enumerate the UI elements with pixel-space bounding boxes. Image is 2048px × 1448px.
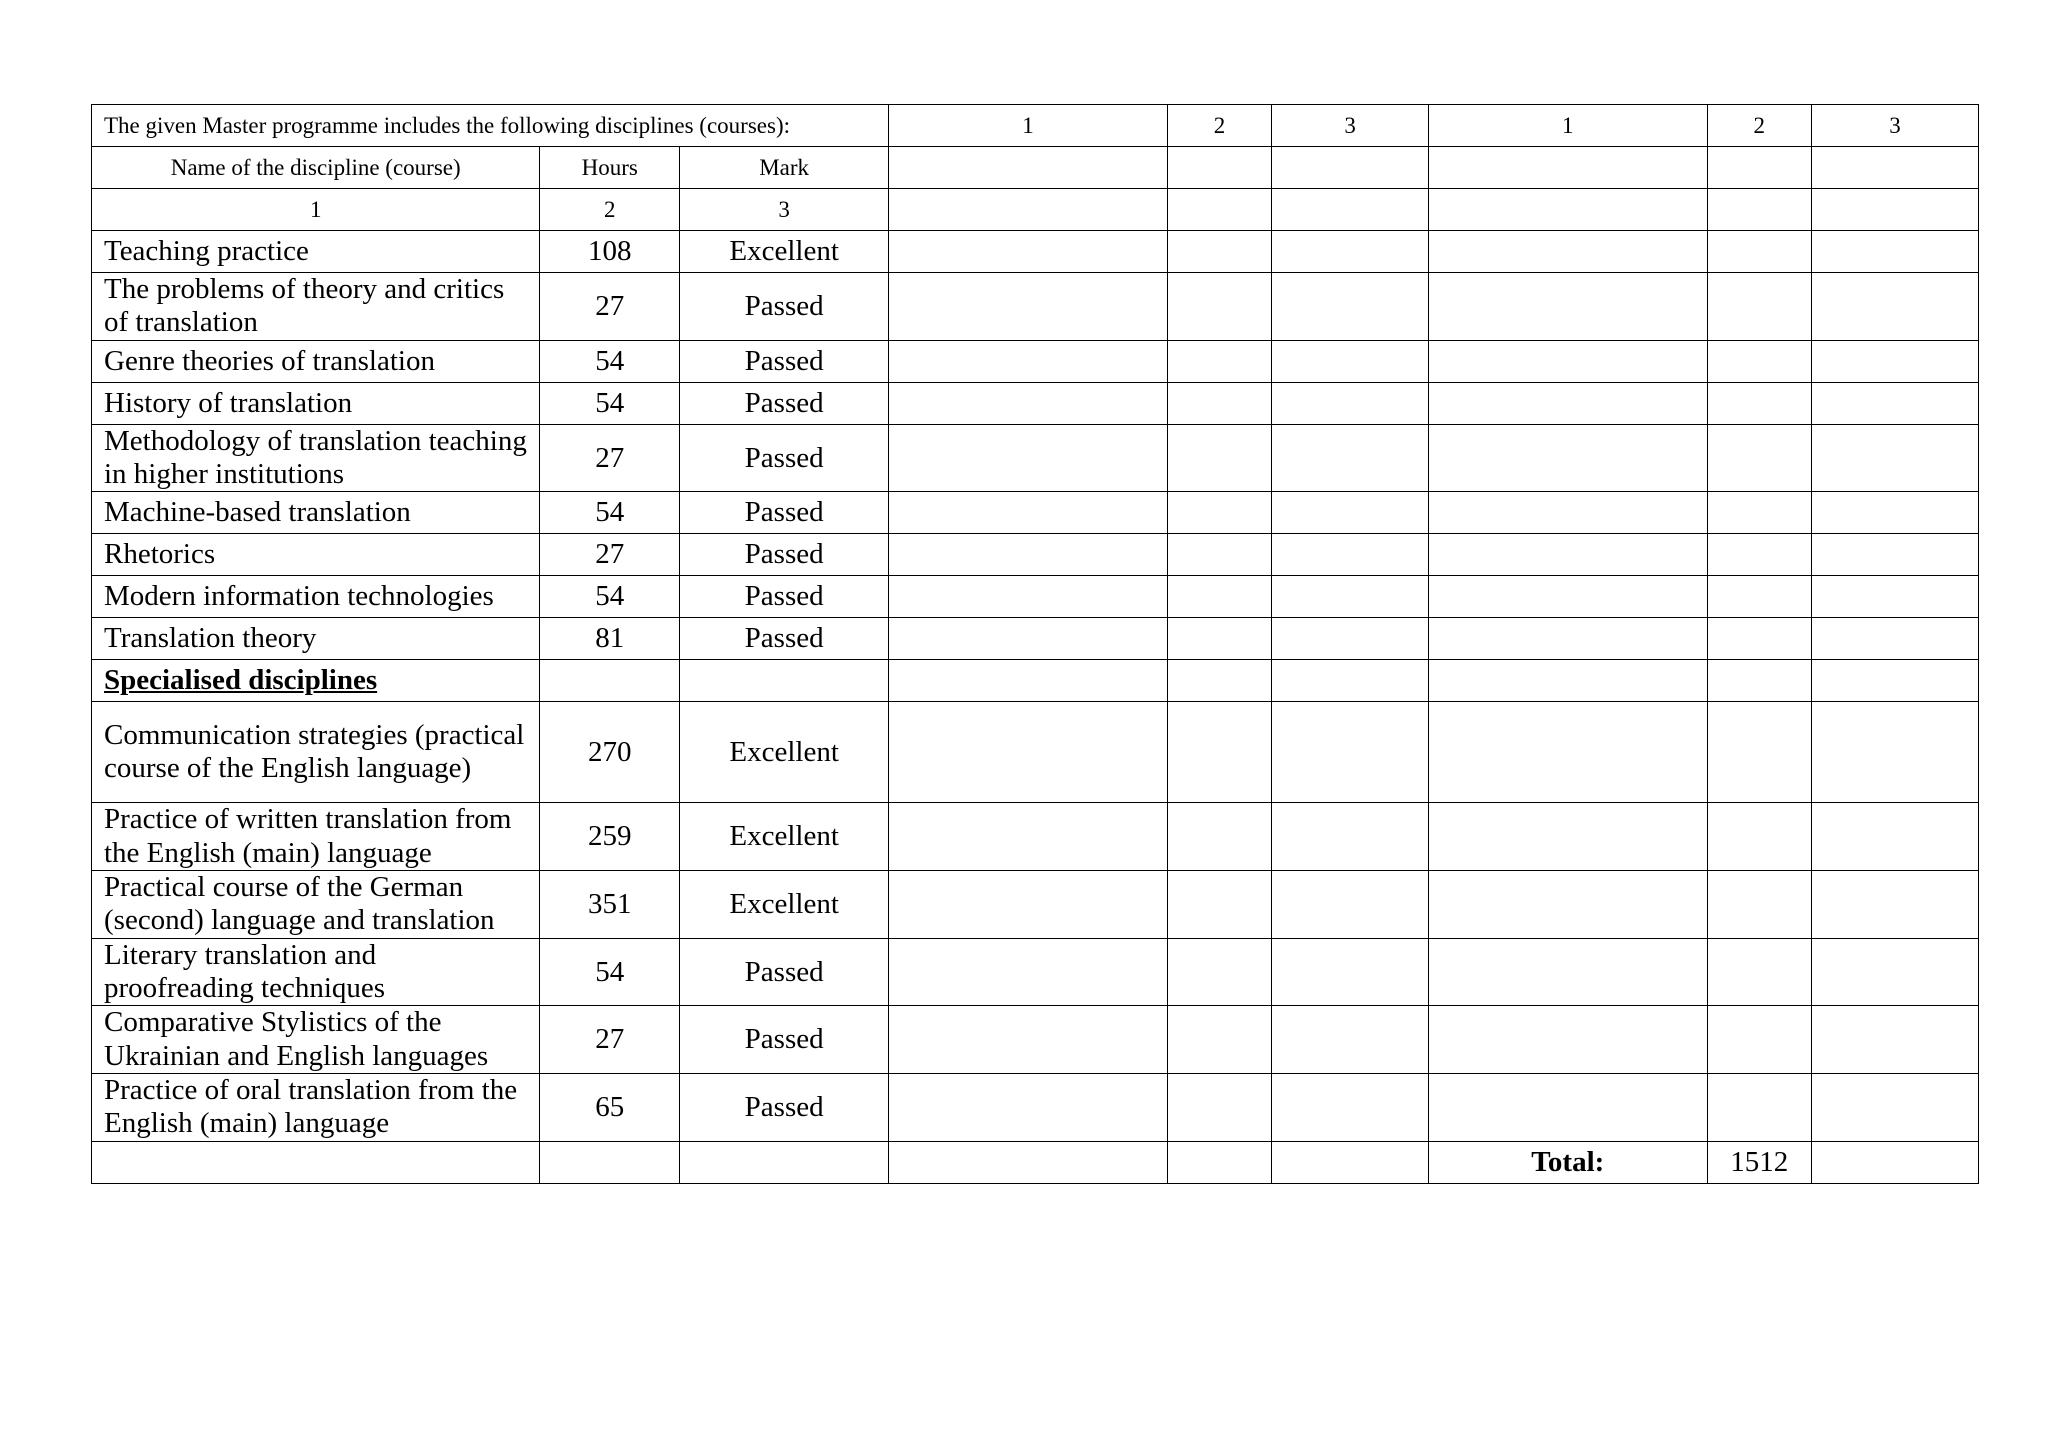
total-row: [92, 1141, 1979, 1183]
discipline-hours: 108: [540, 231, 680, 273]
discipline-name: Methodology of translation teaching in higher institutions: [92, 424, 540, 492]
empty-cell: [1707, 147, 1812, 189]
right-column-number: 1: [1429, 105, 1707, 147]
discipline-hours: 81: [540, 618, 680, 660]
discipline-row: [92, 618, 1979, 660]
empty-cell: [1429, 618, 1707, 660]
empty-cell: [1272, 340, 1429, 382]
empty-cell: [889, 231, 1167, 273]
discipline-mark: Passed: [680, 382, 889, 424]
empty-cell: [1812, 340, 1979, 382]
empty-cell: [1812, 1141, 1979, 1183]
discipline-row: [92, 492, 1979, 534]
empty-cell: [1167, 492, 1272, 534]
empty-cell: [1812, 382, 1979, 424]
empty-cell: [1812, 803, 1979, 871]
empty-cell: [1429, 702, 1707, 803]
empty-cell: [1707, 1006, 1812, 1074]
section-row: [92, 660, 1979, 702]
empty-cell: [1707, 660, 1812, 702]
empty-cell: [1429, 871, 1707, 939]
discipline-hours: 270: [540, 702, 680, 803]
discipline-mark: Excellent: [680, 702, 889, 803]
empty-cell: [680, 1141, 889, 1183]
empty-cell: [1429, 492, 1707, 534]
column-number-mark: 3: [680, 189, 889, 231]
empty-cell: [1812, 1006, 1979, 1074]
discipline-mark: Passed: [680, 938, 889, 1006]
empty-cell: [1272, 534, 1429, 576]
empty-cell: [680, 660, 889, 702]
column-number-row: [92, 189, 1979, 231]
right-column-number: 3: [1272, 105, 1429, 147]
discipline-hours: 259: [540, 803, 680, 871]
empty-cell: [540, 1141, 680, 1183]
empty-cell: [1707, 189, 1812, 231]
discipline-name: Comparative Stylistics of the Ukrainian and English languages: [92, 1006, 540, 1074]
empty-cell: [1167, 1006, 1272, 1074]
discipline-mark: Excellent: [680, 871, 889, 939]
empty-cell: [1707, 231, 1812, 273]
empty-cell: [1272, 147, 1429, 189]
empty-cell: [1272, 1006, 1429, 1074]
discipline-mark: Passed: [680, 424, 889, 492]
empty-cell: [889, 1006, 1167, 1074]
empty-cell: [889, 1074, 1167, 1142]
empty-cell: [1707, 340, 1812, 382]
empty-cell: [1272, 938, 1429, 1006]
empty-cell: [1707, 1074, 1812, 1142]
discipline-row: [92, 702, 1979, 803]
empty-cell: [1167, 871, 1272, 939]
empty-cell: [1707, 702, 1812, 803]
discipline-row: [92, 382, 1979, 424]
empty-cell: [1429, 147, 1707, 189]
empty-cell: [889, 189, 1167, 231]
empty-cell: [1429, 1074, 1707, 1142]
empty-cell: [1167, 424, 1272, 492]
empty-cell: [1812, 938, 1979, 1006]
programme-intro-text: The given Master programme includes the following disciplines (courses):: [92, 105, 889, 147]
empty-cell: [1272, 576, 1429, 618]
section-title: Specialised disciplines: [92, 660, 540, 702]
discipline-name: Communication strategies (practical course of the English language): [92, 702, 540, 803]
empty-cell: [1167, 803, 1272, 871]
empty-cell: [1167, 340, 1272, 382]
empty-cell: [1429, 1006, 1707, 1074]
empty-cell: [1707, 576, 1812, 618]
discipline-mark: Passed: [680, 618, 889, 660]
discipline-hours: 27: [540, 273, 680, 341]
empty-cell: [1812, 147, 1979, 189]
empty-cell: [1272, 871, 1429, 939]
discipline-name: Practical course of the German (second) language and translation: [92, 871, 540, 939]
discipline-hours: 65: [540, 1074, 680, 1142]
empty-cell: [1812, 576, 1979, 618]
empty-cell: [1812, 660, 1979, 702]
discipline-name: Literary translation and proofreading techniques: [92, 938, 540, 1006]
empty-cell: [889, 534, 1167, 576]
empty-cell: [1429, 340, 1707, 382]
empty-cell: [1429, 382, 1707, 424]
discipline-hours: 27: [540, 534, 680, 576]
empty-cell: [1707, 618, 1812, 660]
empty-cell: [889, 273, 1167, 341]
discipline-hours: 27: [540, 424, 680, 492]
empty-cell: [1812, 424, 1979, 492]
empty-cell: [1812, 534, 1979, 576]
empty-cell: [889, 660, 1167, 702]
discipline-hours: 54: [540, 340, 680, 382]
discipline-row: [92, 1074, 1979, 1142]
discipline-mark: Passed: [680, 340, 889, 382]
empty-cell: [889, 803, 1167, 871]
empty-cell: [1707, 492, 1812, 534]
empty-cell: [1812, 492, 1979, 534]
empty-cell: [1812, 189, 1979, 231]
empty-cell: [889, 576, 1167, 618]
empty-cell: [1429, 424, 1707, 492]
discipline-row: [92, 340, 1979, 382]
empty-cell: [1272, 382, 1429, 424]
discipline-hours: 351: [540, 871, 680, 939]
empty-cell: [1167, 1074, 1272, 1142]
empty-cell: [1812, 871, 1979, 939]
discipline-name: Machine-based translation: [92, 492, 540, 534]
discipline-row: [92, 803, 1979, 871]
discipline-mark: Passed: [680, 273, 889, 341]
empty-cell: [1167, 1141, 1272, 1183]
discipline-mark: Passed: [680, 576, 889, 618]
empty-cell: [1167, 938, 1272, 1006]
empty-cell: [92, 1141, 540, 1183]
empty-cell: [1707, 871, 1812, 939]
discipline-hours: 54: [540, 382, 680, 424]
total-label: Total:: [1429, 1141, 1707, 1183]
discipline-name: Translation theory: [92, 618, 540, 660]
empty-cell: [889, 147, 1167, 189]
empty-cell: [1167, 576, 1272, 618]
discipline-hours: 54: [540, 576, 680, 618]
column-header-name: Name of the discipline (course): [92, 147, 540, 189]
empty-cell: [1272, 231, 1429, 273]
empty-cell: [1429, 231, 1707, 273]
empty-cell: [1429, 189, 1707, 231]
empty-cell: [1707, 382, 1812, 424]
discipline-row: [92, 1006, 1979, 1074]
empty-cell: [1272, 803, 1429, 871]
empty-cell: [1429, 938, 1707, 1006]
disciplines-table: [91, 104, 1979, 1184]
discipline-hours: 54: [540, 938, 680, 1006]
empty-cell: [1812, 1074, 1979, 1142]
empty-cell: [1272, 273, 1429, 341]
empty-cell: [1707, 803, 1812, 871]
empty-cell: [1707, 534, 1812, 576]
empty-cell: [1272, 189, 1429, 231]
empty-cell: [889, 871, 1167, 939]
discipline-name: Practice of oral translation from the English (main) language: [92, 1074, 540, 1142]
empty-cell: [1272, 660, 1429, 702]
empty-cell: [1167, 660, 1272, 702]
empty-cell: [889, 382, 1167, 424]
discipline-hours: 27: [540, 1006, 680, 1074]
discipline-name: Rhetorics: [92, 534, 540, 576]
column-header-row: [92, 147, 1979, 189]
discipline-row: [92, 424, 1979, 492]
right-column-number: 3: [1812, 105, 1979, 147]
empty-cell: [1272, 492, 1429, 534]
discipline-row: [92, 938, 1979, 1006]
empty-cell: [1272, 702, 1429, 803]
column-number-hours: 2: [540, 189, 680, 231]
empty-cell: [1429, 660, 1707, 702]
empty-cell: [889, 1141, 1167, 1183]
empty-cell: [1429, 803, 1707, 871]
discipline-mark: Passed: [680, 1006, 889, 1074]
empty-cell: [1429, 534, 1707, 576]
discipline-name: Teaching practice: [92, 231, 540, 273]
empty-cell: [889, 702, 1167, 803]
discipline-name: Genre theories of translation: [92, 340, 540, 382]
empty-cell: [1167, 618, 1272, 660]
discipline-name: Practice of written translation from the English (main) language: [92, 803, 540, 871]
empty-cell: [1272, 1074, 1429, 1142]
empty-cell: [1167, 273, 1272, 341]
discipline-hours: 54: [540, 492, 680, 534]
empty-cell: [1707, 273, 1812, 341]
empty-cell: [889, 424, 1167, 492]
empty-cell: [1429, 273, 1707, 341]
empty-cell: [1272, 1141, 1429, 1183]
empty-cell: [1707, 938, 1812, 1006]
discipline-mark: Passed: [680, 1074, 889, 1142]
discipline-name: History of translation: [92, 382, 540, 424]
empty-cell: [1167, 231, 1272, 273]
empty-cell: [1272, 424, 1429, 492]
right-column-number: 2: [1167, 105, 1272, 147]
intro-row: [92, 105, 1979, 147]
discipline-mark: Passed: [680, 534, 889, 576]
discipline-row: [92, 273, 1979, 341]
discipline-mark: Excellent: [680, 803, 889, 871]
discipline-mark: Passed: [680, 492, 889, 534]
empty-cell: [1167, 534, 1272, 576]
empty-cell: [1812, 702, 1979, 803]
right-column-number: 1: [889, 105, 1167, 147]
empty-cell: [540, 660, 680, 702]
column-header-hours: Hours: [540, 147, 680, 189]
column-number-name: 1: [92, 189, 540, 231]
empty-cell: [1812, 618, 1979, 660]
empty-cell: [889, 340, 1167, 382]
empty-cell: [1429, 576, 1707, 618]
empty-cell: [1167, 702, 1272, 803]
empty-cell: [889, 938, 1167, 1006]
discipline-row: [92, 534, 1979, 576]
empty-cell: [1707, 424, 1812, 492]
total-value: 1512: [1707, 1141, 1812, 1183]
discipline-row: [92, 871, 1979, 939]
empty-cell: [1272, 618, 1429, 660]
discipline-row: [92, 231, 1979, 273]
column-header-mark: Mark: [680, 147, 889, 189]
empty-cell: [1812, 273, 1979, 341]
empty-cell: [889, 492, 1167, 534]
discipline-row: [92, 576, 1979, 618]
empty-cell: [1167, 382, 1272, 424]
discipline-mark: Excellent: [680, 231, 889, 273]
empty-cell: [889, 618, 1167, 660]
discipline-name: The problems of theory and critics of translation: [92, 273, 540, 341]
empty-cell: [1167, 147, 1272, 189]
empty-cell: [1167, 189, 1272, 231]
empty-cell: [1812, 231, 1979, 273]
discipline-name: Modern information technologies: [92, 576, 540, 618]
right-column-number: 2: [1707, 105, 1812, 147]
